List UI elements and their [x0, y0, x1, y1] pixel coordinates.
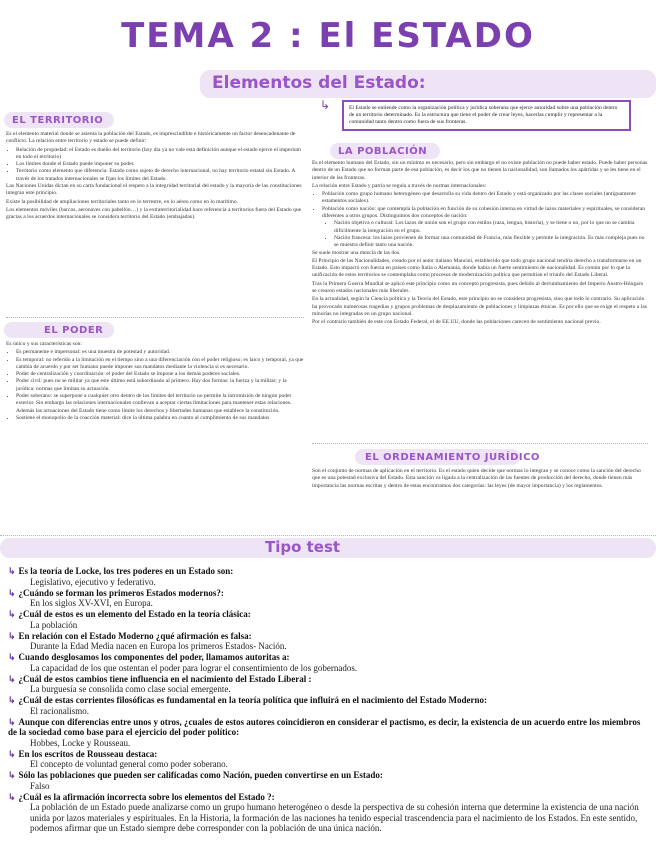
question-label: ¿Cuál de estos es un elemento del Estado en la teoría clásica: [18, 609, 251, 619]
question-label: En los escritos de Rousseau destaca: [18, 748, 158, 759]
poder-intro: Es único y sus características son: [6, 341, 82, 347]
test-question [8, 792, 648, 834]
test-question [8, 566, 648, 587]
territorio-item: • Los límites donde el Estado puede imponer su poder. [16, 161, 304, 168]
ordenamiento-text: Son el conjunto de normas de aplicación en el territorio. Es el estado quien decide que normas lo integran y se conoce como la sanción del derecho que es una potestad exclusiva del Estado. Esta sanción va ligada a la centralización de las fuentes de producción del derecho, donde tienen más importancia las normas escritas y dentro de estas encontramos dos categorías: las leyes (de mayor importancia) y los reglamentos. [312, 468, 641, 489]
question-text [8, 652, 648, 663]
poder-item: • Sostiene el monopolio de la coacción material: dice la última palabra en cuanto al cumplimiento de sus mandatos [16, 415, 304, 422]
arrow-bullet-icon: ↳ [8, 695, 16, 705]
territorio-p3: Existe la posibilidad de ampliaciones territoriales tanto en lo terrestre, en lo aéreo como en lo marítimo. [6, 198, 239, 205]
elementos-heading: Elementos del Estado: [212, 73, 426, 93]
arrow-bullet-icon: ↳ [8, 652, 16, 662]
poder-item: • Es permanente e impersonal: es una muestra de potestad y autoridad. [16, 349, 304, 356]
test-question [8, 652, 648, 673]
arrow-bullet-icon: ↳ [8, 748, 16, 759]
question-text [8, 717, 648, 738]
test-question [8, 588, 648, 609]
question-label: ¿Cuándo se forman los primeros Estados modernos?: [18, 587, 224, 598]
answer-text: Hobbes, Locke y Rousseau. [30, 737, 131, 748]
poder-item: • Poder civil: pues no se militar ya que este último está subordinado al primero. Hay dos formas: la fuerza y la militar; y la jurídica: normas que limitan su actuación. [16, 378, 304, 393]
poder-item: • Poder de centralización y coordinación: el poder del Estado se impone a los demás poderes sociales. [16, 371, 304, 378]
definition-box: El Estado se entiende como la organización política y jurídica soberana que ejerce autoridad sobre una población dentro de un territorio determinado. Es la estructura que tiene el poder de crear leyes, hacerlas cumplir y representar a la comunidad tanto dentro como fuera de sus fronteras. [342, 100, 631, 131]
poblacion-item: • Población como grupo humano heterogéneo que desarrolla su vida dentro del Estado y está organizado por las clases sociales (antiguamente estamentos sociales). [322, 191, 648, 206]
question-label: Sólo las poblaciones que pueden ser calificadas como Nación, pueden convertirse en un Estado: [18, 770, 383, 780]
arrow-bullet-icon: ↳ [8, 770, 16, 780]
poblacion-section [312, 160, 648, 328]
answer-text: La población de un Estado puede analizarse como un grupo humano heterogéneo o desde la perspectiva de su cohesión interna que determine la existencia de una nación unida por lazos materiales y espirituales. En la Historia, la formación de las naciones ha tenido especial trascendencia para el nacimiento de los Estados. En este sentido, podemos afirmar que un Estado siempre debe corresponder con la población de una única nación. [30, 802, 639, 833]
test-question [8, 695, 648, 716]
question-label: Cuando desglosamos los componentes del poder, llamamos autoritas a: [18, 652, 290, 662]
poblacion-guerra: Tras la Primera Guerra Mundial se aplicó este principio como un concepto progresista, pues debido al derrumbamiento del Imperio Austro-Húngaro se crearon estados nacionales más liberales. [312, 280, 644, 295]
divider [6, 317, 304, 318]
territorio-section [6, 131, 304, 223]
question-text [8, 792, 648, 803]
question-text [8, 770, 648, 781]
answer-text: El concepto de voluntad general como poder soberano. [30, 759, 228, 769]
answer-text: La burguesía se consolida como clase social emergente. [30, 684, 231, 694]
answer-text: Durante la Edad Media nacen en Europa los primeros Estados- Nación. [30, 641, 287, 651]
territorio-p4: Los elementos móviles (barcos, aeronaves con pabellón…) y la extraterritorialidad hace referencia a territorios fuera del Estado que gracias a los acuerdos internacionales se considera territorio del Estado (embajadas). [6, 206, 302, 221]
poder-heading: EL PODER [44, 325, 104, 336]
question-label: ¿Cuál es la afirmación incorrecta sobre los elementos del Estado ?: [18, 791, 275, 802]
poblacion-item: • Población como nación: que contempla la población en función de su cohesión interna en virtud de lazos materiales y espirituales, se consideran diferentes a otros grupos. Distinguimos dos conceptos de nación: [322, 206, 648, 221]
question-text [8, 609, 648, 620]
question-text [8, 749, 648, 760]
poblacion-actualidad: En la actualidad, según la Ciencia política y la Teoría del Estado, este principio no se considera progresista, sino que todo lo contrario. Su aplicación ha provocado numerosas tragedias y grupos problemas de desplazamiento de poblaciones y limpiezas étnicas. Es por ello que se exige el respeto a las minorías no integradas en un grupo nacional. [312, 296, 647, 317]
divider [312, 443, 648, 444]
answer-text: En los siglos XV-XVI, en Europa. [30, 598, 153, 608]
question-label: Es la teoría de Locke, los tres poderes en un Estado son: [18, 566, 234, 576]
arrow-icon: ↳ [320, 98, 331, 112]
test-question [8, 674, 648, 695]
question-label: Aunque con diferencias entre unos y otros, ¿cuales de estos autores coincidieron en considerar el pactismo, es decir, la existencia de un acuerdo entre los miembros de la sociedad como base para el ejercicio del poder político: [8, 716, 641, 737]
question-label: ¿Cuál de estas corrientes filosóficas es fundamental en la teoría política que influirá en el nacimiento del Estado Moderno: [18, 695, 488, 705]
arrow-bullet-icon: ↳ [8, 566, 16, 576]
poblacion-relacion: La relación entre Estado y patria se regula a través de normas internacionales: [312, 182, 487, 189]
test-list [8, 566, 648, 834]
ordenamiento-heading: EL ORDENAMIENTO JURÍDICO [365, 452, 540, 463]
poblacion-cierre: Se suele mostrar una mezcla de las dos. [312, 249, 401, 256]
test-question [8, 631, 648, 652]
tipotest-heading: Tipo test [265, 538, 341, 556]
arrow-bullet-icon: ↳ [8, 630, 16, 641]
poblacion-nacionalidades: El Principio de las Nacionalidades, creado por el autor italiano Mancini, establecido que todo grupo nacional tendría derecho a transformarse en un Estado. Esto impactó con fuerza en países como Italia o Alemania, donde había un fuerte sentimiento de nacionalidad. Es común por lo que la unificación de estos territorios se contemplaba como procesos de modernización política que permitían el triunfo del Estado Liberal. [312, 257, 642, 279]
poblacion-heading: LA POBLACIÓN [338, 146, 428, 157]
arrow-bullet-icon: ↳ [8, 791, 16, 802]
page-title: TEMA 2 : El ESTADO [121, 16, 535, 56]
question-text [8, 588, 648, 599]
answer-text: Falso [30, 780, 50, 791]
question-text [8, 695, 648, 706]
territorio-heading: EL TERRITORIO [12, 115, 104, 126]
answer-text: El racionalismo. [30, 705, 89, 716]
poblacion-sub: • Nación francesa: los lazos provienen de formar una comunidad de Francia, más flexible y permite la integración. Es más compleja pues no se muestra definir tanto una nación. [334, 235, 648, 250]
poblacion-federal: Por el contrario también de este con Estado Federal, el de EE.UU, donde las poblaciones carecen de sentimiento nacional previo. [312, 319, 601, 326]
question-label: ¿Cuál de estos cambios tiene influencia en el nacimiento del Estado Liberal : [18, 673, 312, 684]
test-question [8, 609, 648, 630]
poder-item: • Es temporal: no referido a la limitación en el tiempo sino a una diferenciación con el poder religioso; es laico y temporal, ya que cambia de acuerdo y por ser humano puede imponer sus mandatos mediante la violencia si es necesario. [16, 357, 304, 372]
poblacion-sub: • Nación objetiva o cultural: Los lazos de unión son el grupo con estilos (raza, lengua, historia), y se tiene o no, por lo que no se cambia difícilmente la integración en el grupo. [334, 220, 648, 235]
arrow-bullet-icon: ↳ [8, 673, 16, 684]
answer-text: La capacidad de los que ostentan el poder para lograr el consentimiento de los gobernados. [30, 662, 358, 673]
test-question [8, 770, 648, 791]
answer-text: Legislativo, ejecutivo y federativo. [30, 576, 156, 587]
question-label: En relación con el Estado Moderno ¿qué afirmación es falsa: [18, 630, 252, 641]
test-question [8, 749, 648, 770]
arrow-bullet-icon: ↳ [8, 587, 16, 598]
poder-item: • Poder soberano: se superpone a cualquier otro dentro de los límites del territorio no permite la intromisión de ningún poder exterior. Sin embargo las relaciones internacionales conllevan a aceptar ciertas limitaciones para mantener estas relaciones. Además las actuaciones del Estado tiene como límite los derechos y libertades humanas que establece la constitución. [16, 393, 304, 415]
arrow-bullet-icon: ↳ [8, 716, 16, 727]
territorio-item: • Territorio como elemento que diferencia: Estado como sujeto de derecho internacional, no hay territorio estatal sin Estado. A través de los tratados internacionales se fijan los límites del Estado. [16, 168, 304, 183]
territorio-p2: Las Naciones Unidas dictan en su carta fundacional el respeto a la integridad territorial del estado y la mayoría de las constituciones integran este principio. [6, 183, 302, 197]
poblacion-intro: Es el elemento humano del Estado, sin un mínimo es necesario, pero sin embargo el no existe población no puede haber estado. Puede haber personas dentro de un Estado que no forman parte de esa población, es decir los que no tienen la nacionalidad, son llamados los apátridas y se les tiene en el interior de las fronteras. [312, 160, 648, 181]
question-text [8, 631, 648, 642]
territorio-intro: Es el elemento material donde se asienta la población del Estado, es imprescindible e históricamente un factor desencadenante de conflicto. La relación entre territorio y estado se puede definir: [6, 131, 296, 145]
answer-text: La población [30, 619, 78, 630]
test-question [8, 717, 648, 749]
territorio-item: • Relación de propiedad: el Estado es dueño del territorio (hoy día ya no vale esta definición aunque el estado ejerce el imperium en todo el territorio) [16, 147, 304, 162]
question-text [8, 674, 648, 685]
question-text [8, 566, 648, 577]
arrow-bullet-icon: ↳ [8, 609, 16, 619]
divider [0, 535, 656, 536]
poder-section [6, 341, 304, 422]
